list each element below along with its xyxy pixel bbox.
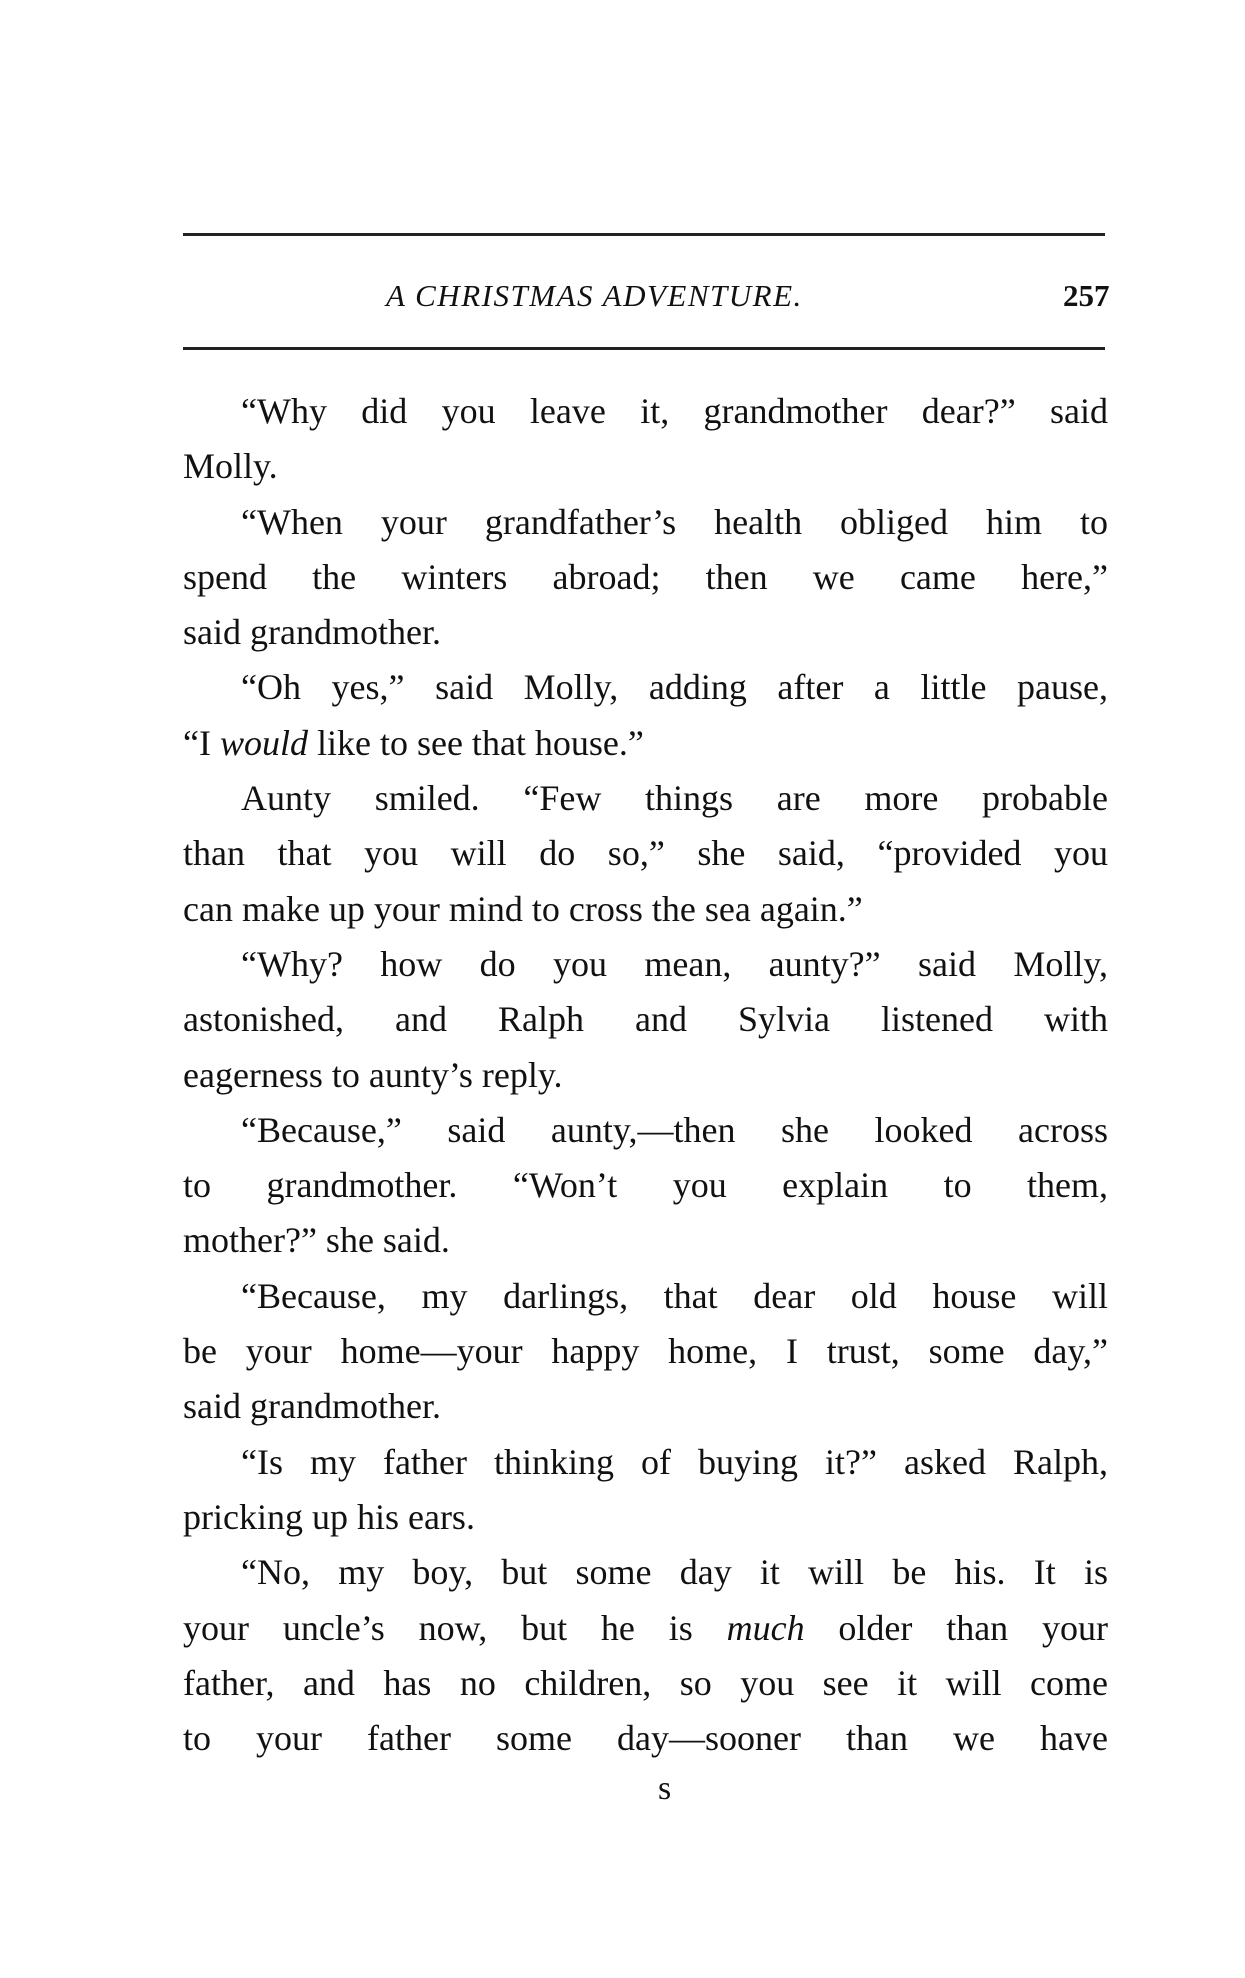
text-segment: Molly. <box>183 446 278 487</box>
text-segment: “Why? how do you mean, aunty?” said Molly, <box>241 943 1108 984</box>
text-segment: said grandmother. <box>183 612 441 653</box>
text-line <box>183 439 1108 494</box>
text-segment: said grandmother. <box>183 1386 441 1427</box>
text-segment: “I <box>183 722 220 763</box>
text-line <box>183 1545 1108 1600</box>
text-segment: father, and has no children, so you see it will come <box>183 1662 1108 1703</box>
text-segment: spend the winters abroad; then we came here,” <box>183 556 1108 597</box>
signature-mark: s <box>658 1770 672 1807</box>
body-text <box>183 384 1108 1766</box>
text-segment: pricking up his ears. <box>183 1496 475 1537</box>
text-segment: like to see that house.” <box>307 722 644 763</box>
text-segment: eagerness to aunty’s reply. <box>183 1054 563 1095</box>
text-segment: than that you will do so,” she said, “provided you <box>183 833 1108 874</box>
text-segment: mother?” she said. <box>183 1220 450 1261</box>
text-line <box>183 495 1108 550</box>
italic-text: would <box>219 722 308 763</box>
text-segment: to grandmother. “Won’t you explain to them, <box>183 1165 1108 1206</box>
header-rule-top <box>183 233 1105 236</box>
text-line <box>183 1379 1108 1434</box>
text-line <box>183 1269 1108 1324</box>
text-segment: “Why did you leave it, grandmother dear?” said <box>241 391 1108 431</box>
header-rule-bottom <box>183 347 1105 350</box>
text-line <box>183 937 1108 992</box>
running-head: A CHRISTMAS ADVENTURE. <box>386 278 803 313</box>
text-line <box>183 1435 1108 1490</box>
text-segment: to your father some day—sooner than we have <box>183 1718 1108 1759</box>
text-line <box>183 550 1108 605</box>
text-segment: “Because,” said aunty,—then she looked across <box>241 1109 1108 1150</box>
text-line <box>183 882 1108 937</box>
text-line <box>183 1324 1108 1379</box>
text-segment: Aunty smiled. “Few things are more probable <box>241 778 1108 819</box>
text-line <box>183 1158 1108 1213</box>
text-segment: your uncle’s now, but he is <box>183 1607 727 1648</box>
text-segment: older than your <box>804 1607 1108 1648</box>
text-line <box>183 384 1108 439</box>
text-line <box>183 1656 1108 1711</box>
text-segment: can make up your mind to cross the sea again.” <box>183 888 863 929</box>
text-line <box>183 1711 1108 1766</box>
text-segment: “When your grandfather’s health obliged him to <box>241 501 1108 542</box>
text-line <box>183 1103 1108 1158</box>
text-segment: “Oh yes,” said Molly, adding after a little pause, <box>241 667 1108 708</box>
text-segment: astonished, and Ralph and Sylvia listened with <box>183 999 1108 1040</box>
text-line <box>183 1213 1108 1268</box>
page-number: 257 <box>1063 278 1110 313</box>
text-segment: be your home—your happy home, I trust, some day,” <box>183 1331 1108 1372</box>
text-line <box>183 1048 1108 1103</box>
text-line <box>183 716 1108 771</box>
text-line <box>183 605 1108 660</box>
text-line <box>183 1490 1108 1545</box>
text-line <box>183 771 1108 826</box>
text-line <box>183 992 1108 1047</box>
text-segment: “Because, my darlings, that dear old house will <box>241 1275 1108 1316</box>
text-line <box>183 1601 1108 1656</box>
text-segment: “No, my boy, but some day it will be his. It is <box>241 1552 1108 1593</box>
text-line <box>183 660 1108 715</box>
italic-text: much <box>726 1607 805 1648</box>
text-line <box>183 826 1108 881</box>
text-segment: “Is my father thinking of buying it?” asked Ralph, <box>241 1441 1108 1482</box>
